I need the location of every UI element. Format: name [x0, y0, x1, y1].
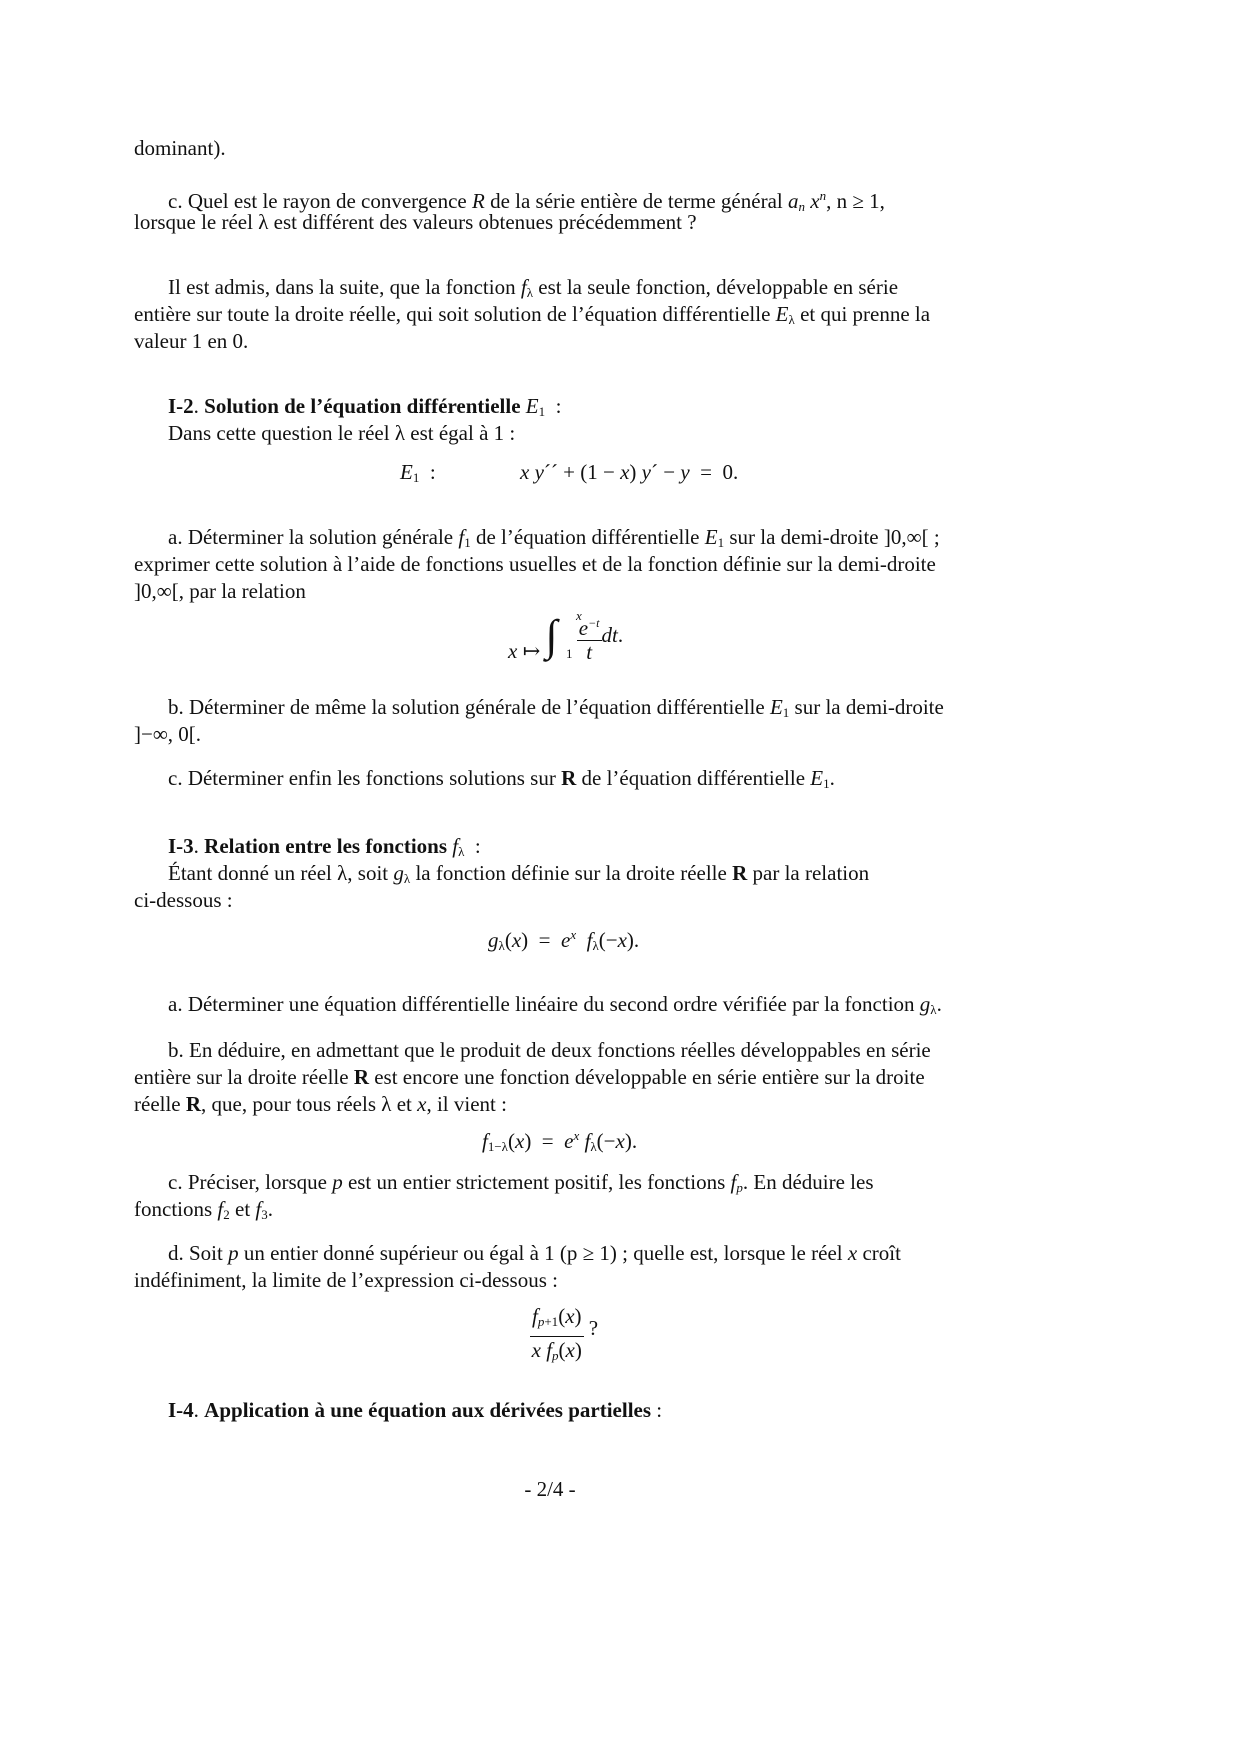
question-b-i2 [134, 694, 944, 748]
text-line: lorsque le réel λ est différent des valeurs obtenues précédemment ? [134, 210, 697, 234]
question-c-i3 [134, 1169, 874, 1223]
page-number: - 2/4 - [524, 1477, 576, 1501]
text-line: a. Déterminer la solution générale $f_1$ de l’équation différentielle $E_1$ sur la demi-droite ]0,∞[ ; [168, 525, 940, 550]
text-line: a. Déterminer une équation différentielle linéaire du second ordre vérifiée par la fonction $g_\lambda$. [168, 992, 942, 1017]
fraction: $\frac{f_{p+1}(x)}{x f_p(x)}$ [531, 1304, 582, 1363]
integral-lower-bound: 1 [566, 646, 573, 661]
equation-e1-label: $E_1$ : [400, 460, 436, 485]
text-line: d. Soit p un entier donné supérieur ou égal à 1 (p ≥ 1) ; quelle est, lorsque le réel x croît [168, 1241, 901, 1265]
limit-fraction [530, 1303, 598, 1369]
text-line: exprimer cette solution à l’aide de fonctions usuelles et de la fonction définie sur la demi-droite [134, 552, 936, 576]
integral-definition: x ↦ ∫ x 1 $\frac{e^{-t}}{t}$ dt. [508, 608, 624, 664]
text-line: dominant). [134, 136, 226, 160]
section-heading-i3 [134, 833, 869, 914]
text-line: Il est admis, dans la suite, que la fonction $f_\lambda$ est la seule fonction, développable en série [168, 275, 899, 300]
equation-e1: x y´´ + (1 − x) y´ − y = 0. [520, 460, 739, 484]
question-c-i2 [134, 765, 835, 792]
text-line: valeur 1 en 0. [134, 329, 249, 353]
paragraph-admis [134, 274, 930, 355]
question-mark: ? [588, 1315, 599, 1340]
equation-f-one-minus-lambda: $f_{1-\lambda}(x) = e^x$ $f_\lambda(-x)$. [482, 1128, 638, 1154]
paragraph-dominant [134, 135, 226, 162]
text-line: indéfiniment, la limite de l’expression ci-dessous : [134, 1268, 558, 1292]
section-heading-i2 [168, 393, 561, 447]
text-line: entière sur toute la droite réelle, qui soit solution de l’équation différentielle $E_\lambda$ et qui prenne la [134, 302, 931, 327]
text-line: c. Déterminer enfin les fonctions solutions sur R de l’équation différentielle $E_1$. [168, 766, 835, 791]
text-line: b. En déduire, en admettant que le produit de deux fonctions réelles développables en série [168, 1038, 931, 1062]
section-title: I-4. Application à une équation aux dérivées partielles : [168, 1398, 663, 1422]
text-line: Étant donné un réel λ, soit $g_\lambda$ la fonction définie sur la droite réelle R par la relation [168, 861, 870, 886]
text-line: b. Déterminer de même la solution générale de l’équation différentielle $E_1$ sur la demi-droite [168, 695, 944, 720]
text-line: ]0,∞[, par la relation [134, 579, 306, 603]
question-a-i3 [134, 991, 942, 1018]
question-b-i3 [134, 1037, 931, 1118]
section-heading-i4 [168, 1397, 662, 1424]
question-d-i3 [134, 1240, 901, 1294]
text-line: ci-dessous : [134, 888, 233, 912]
section-title: I-3. Relation entre les fonctions $f_\lambda$ : [168, 834, 481, 859]
text-line: c. Préciser, lorsque p est un entier strictement positif, les fonctions $f_p$. En déduire les [168, 1170, 874, 1195]
integral-lhs: x ↦ [508, 639, 541, 663]
text-line: Dans cette question le réel λ est égal à 1 : [168, 421, 516, 445]
question-a-i2 [134, 524, 940, 605]
integral-sign: ∫ [545, 611, 558, 660]
text-line: réelle R, que, pour tous réels λ et x, il vient : [134, 1092, 507, 1116]
text-line: entière sur la droite réelle R est encore une fonction développable en série entière sur la droite [134, 1065, 925, 1089]
text-line: c. Quel est le rayon de convergence R de la série entière de terme général $a_n$ $x^n$, n ≥ 1, [168, 188, 885, 214]
text-line: ]−∞, 0[. [134, 722, 202, 746]
section-title: I-2. Solution de l’équation différentielle $E_1$ : [168, 394, 562, 419]
question-c-radius [134, 182, 885, 236]
integrand-fraction: $\frac{e^{-t}}{t}$ [577, 612, 602, 663]
equation-g-lambda: $g_\lambda(x) = e^x$ $f_\lambda(-x)$. [488, 927, 640, 953]
integral-upper-bound: x [576, 608, 582, 623]
text-line: fonctions $f_2$ et $f_3$. [134, 1197, 273, 1222]
